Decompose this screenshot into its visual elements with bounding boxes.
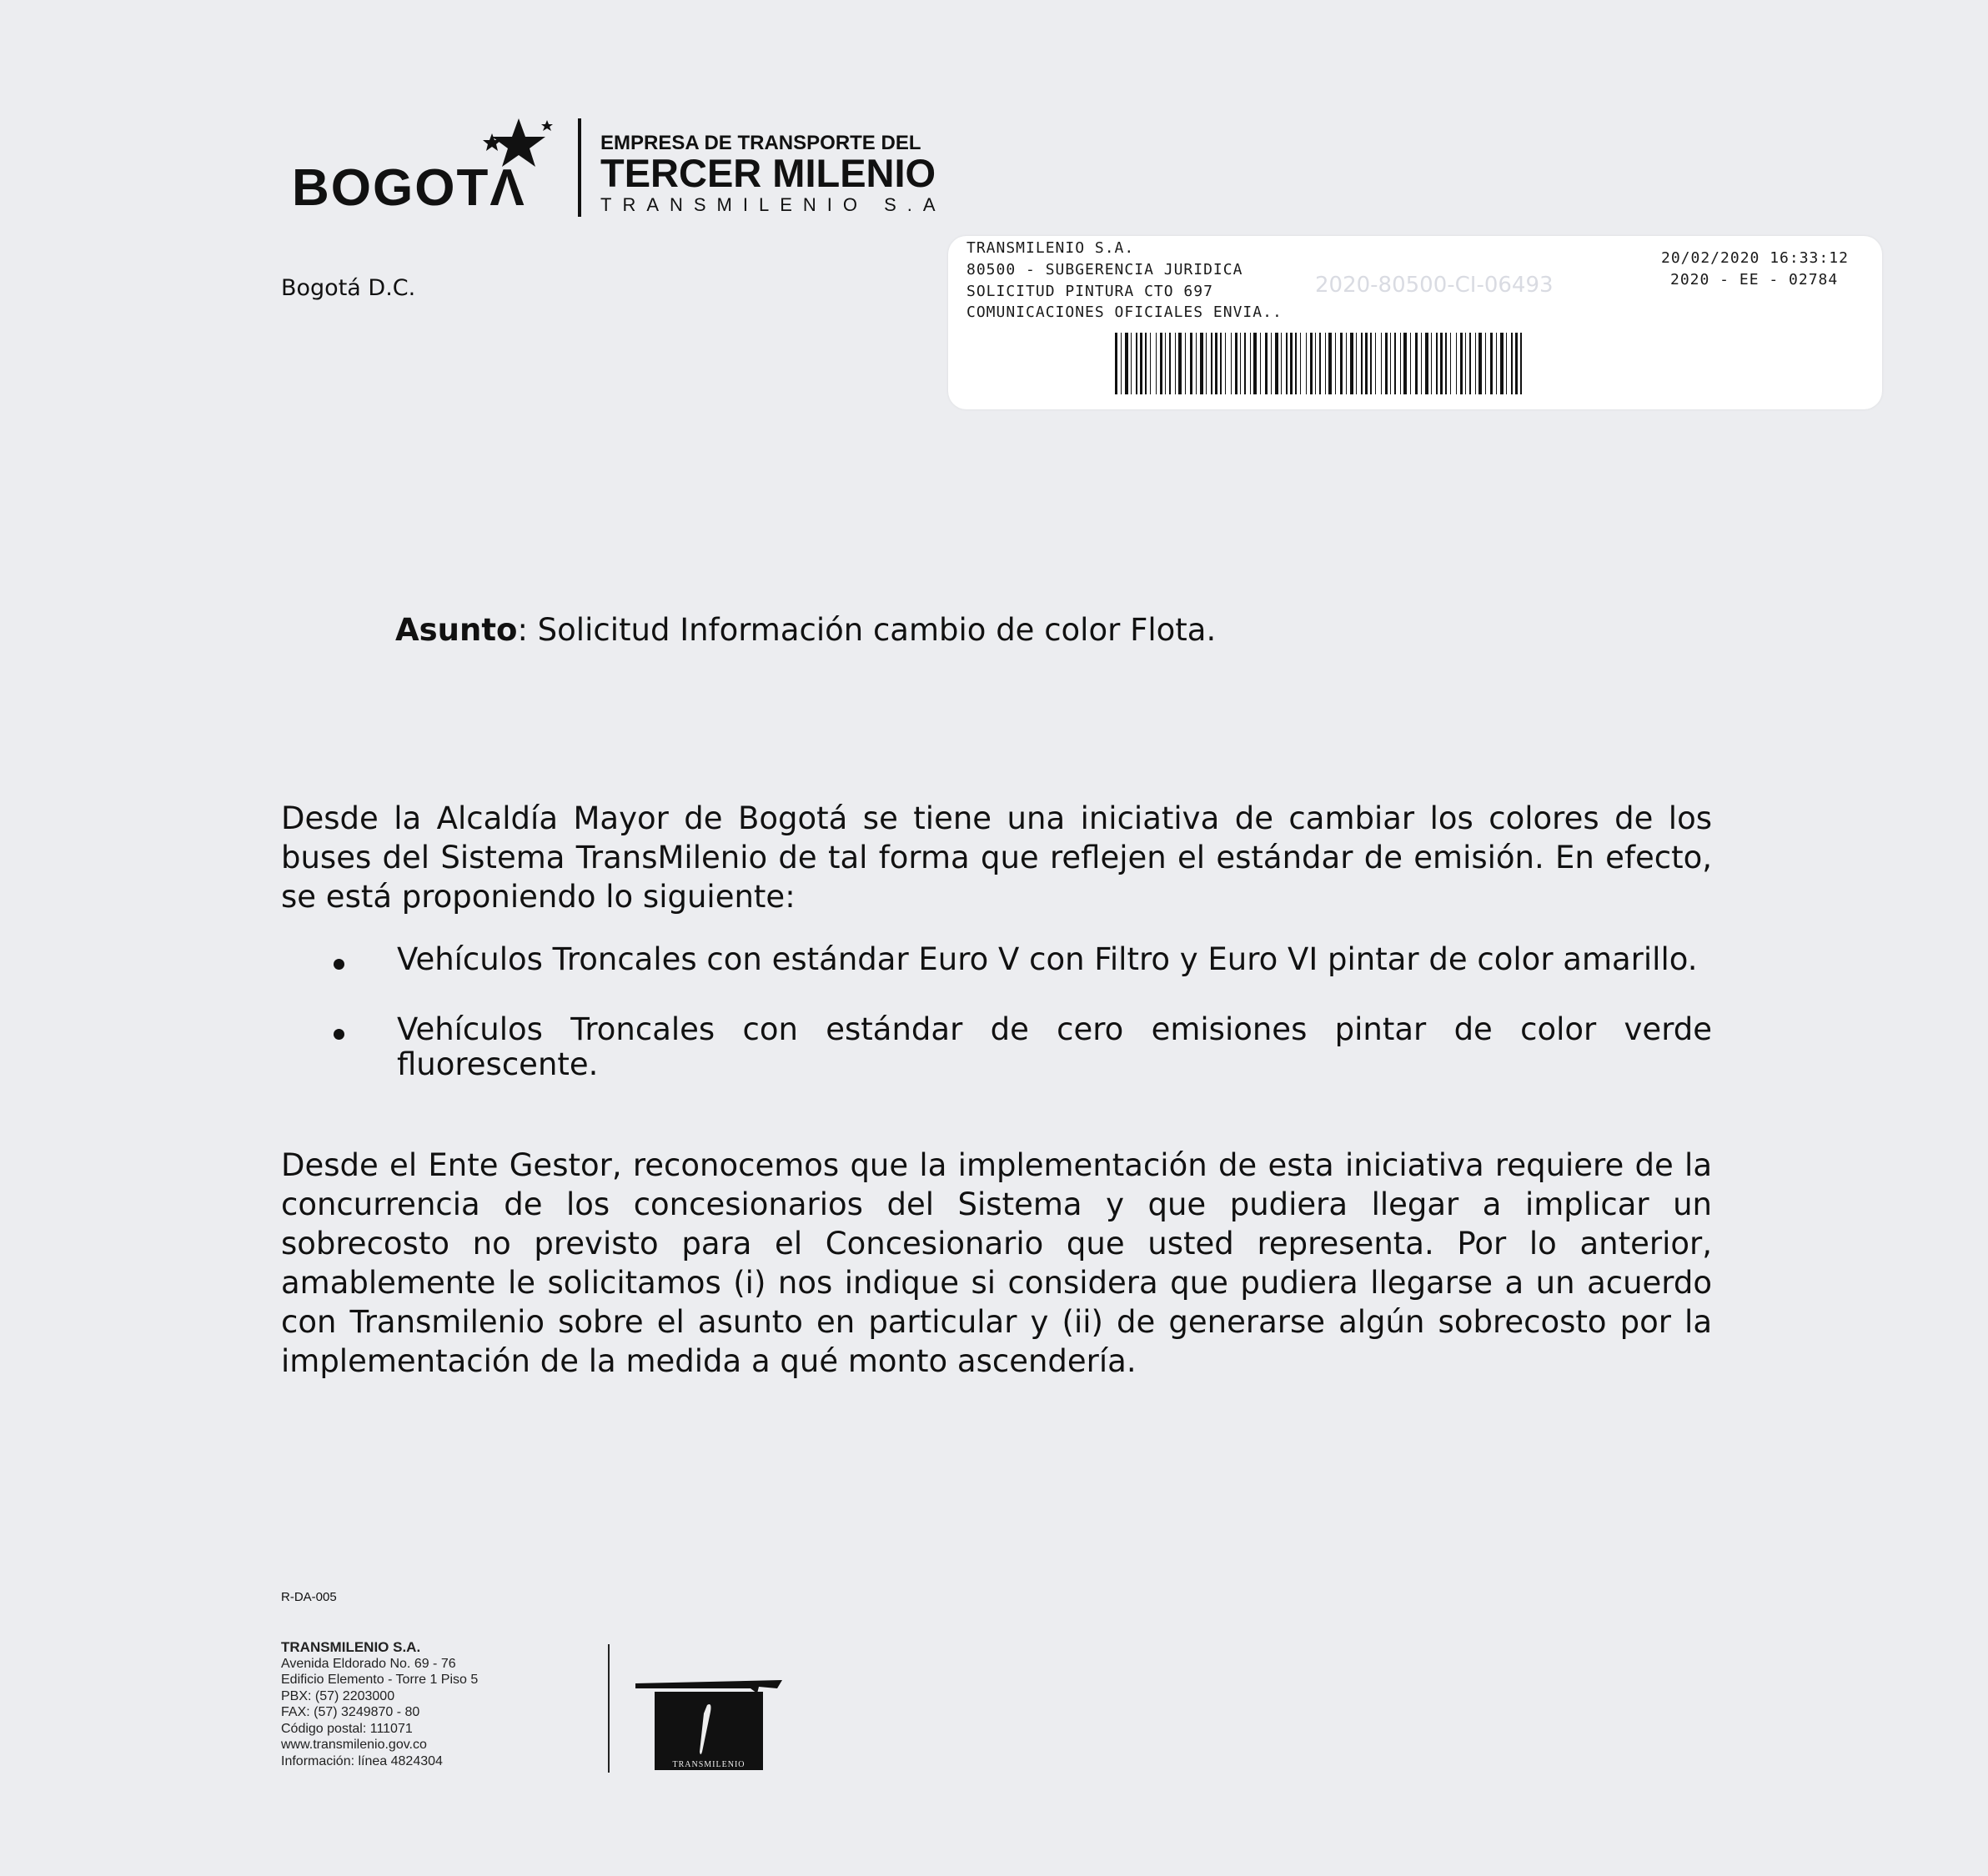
stamp-company: TRANSMILENIO S.A. — [966, 239, 1135, 257]
body-paragraph-1: Desde la Alcaldía Mayor de Bogotá se tiene una iniciativa de cambiar los colores de los buses del Sistema TransMilenio de tal forma que reflejen el estándar de emisión. En efecto, se está proponiendo lo siguiente: — [281, 800, 1712, 915]
footer-company: TRANSMILENIO S.A. — [281, 1639, 421, 1655]
form-code: R-DA-005 — [281, 1590, 337, 1604]
stamp-datetime: 20/02/2020 16:33:12 — [1661, 249, 1849, 267]
tm-logo-text: TRANSMILENIO — [672, 1760, 746, 1769]
subject-label: Asunto — [395, 612, 518, 648]
list-item-text: Vehículos Troncales con estándar Euro V con Filtro y Euro VI pintar de color amarillo. — [397, 941, 1698, 977]
stamp-type: COMUNICACIONES OFICIALES ENVIA.. — [966, 303, 1283, 321]
logo-line3: TRANSMILENIO S.A — [600, 194, 946, 215]
logo-bogota-text: BOGOTΛ — [292, 159, 526, 217]
footer-postal: Código postal: 111071 — [281, 1721, 413, 1736]
footer-contact — [281, 1639, 478, 1769]
logo-divider — [578, 118, 581, 217]
logo-line2: TERCER MILENIO — [600, 151, 936, 195]
list-item-text: Vehículos Troncales con estándar de cero emisiones pintar de color verde fluorescente. — [397, 1011, 1712, 1082]
barcode-icon — [1115, 333, 1524, 394]
footer-pbx: PBX: (57) 2203000 — [281, 1688, 395, 1703]
subject-line — [395, 612, 1216, 648]
body-paragraph-2: Desde el Ente Gestor, reconocemos que la implementación de esta iniciativa requiere de la concurrencia de los concesionarios del Sistema y que pudiera llegar a implicar un sobrecosto no previsto para el Concesionario que usted representa. Por lo anterior, amablemente le solicitamos (i) nos indique si considera que pudiera llegarse a un acuerdo con Transmilenio sobre el asunto en particular y (ii) de generarse algún sobrecosto por la implementación de la medida a qué monto ascendería. — [281, 1147, 1712, 1379]
stamp-department: 80500 - SUBGERENCIA JURIDICA — [966, 261, 1243, 278]
stamp-ghost-number: 2020-80500-CI-06493 — [1315, 273, 1554, 298]
city-date-line: Bogotá D.C. — [281, 275, 416, 301]
footer-fax: FAX: (57) 3249870 - 80 — [281, 1705, 420, 1719]
stamp-subject: SOLICITUD PINTURA CTO 697 — [966, 283, 1213, 300]
logo-line1: EMPRESA DE TRANSPORTE DEL — [600, 132, 921, 154]
footer-divider — [608, 1644, 610, 1773]
footer-building: Edificio Elemento - Torre 1 Piso 5 — [281, 1673, 479, 1687]
footer-web: www.transmilenio.gov.co — [281, 1738, 427, 1752]
transmilenio-logo-icon — [634, 1672, 784, 1772]
footer-info: Información: línea 4824304 — [281, 1753, 443, 1768]
subject-text: : Solicitud Información cambio de color Flota. — [517, 612, 1217, 648]
footer-address: Avenida Eldorado No. 69 - 76 — [281, 1656, 456, 1671]
bullet-icon — [334, 1029, 344, 1040]
radicado-label — [948, 236, 1882, 409]
bullet-icon — [334, 959, 344, 970]
stamp-radicado-number: 2020 - EE - 02784 — [1670, 271, 1839, 288]
